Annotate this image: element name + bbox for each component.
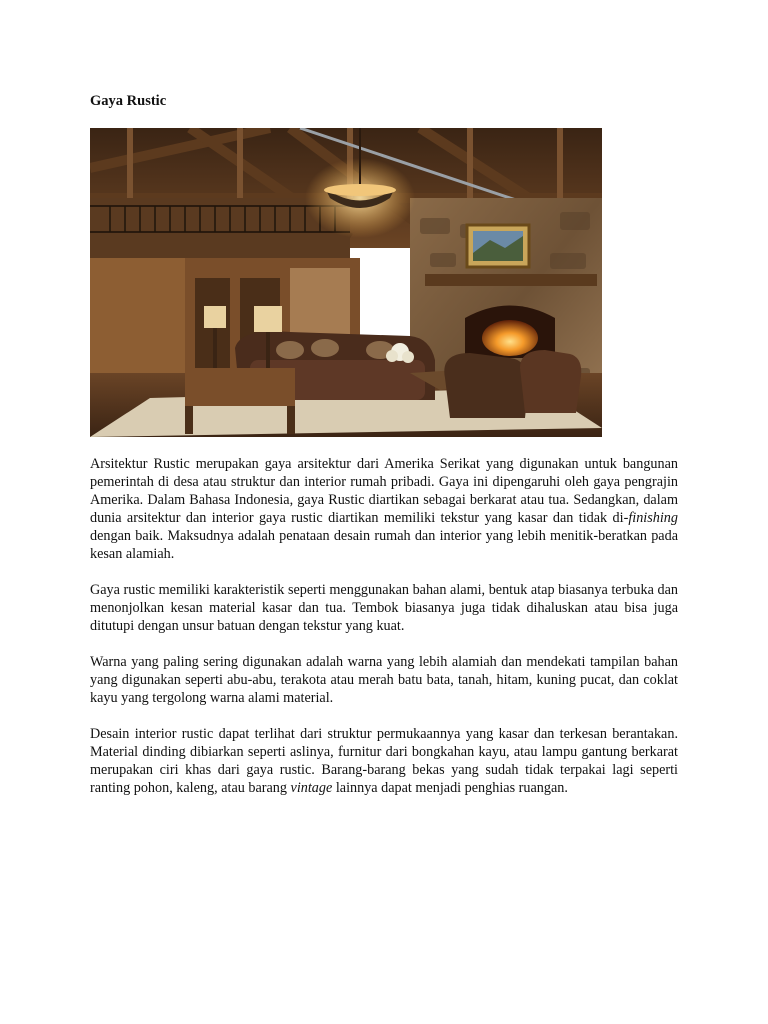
paragraph-1-text-b: dengan baik. Maksudnya adalah penataan desain rumah dan interior yang lebih menitik-beratkan pada kesan alamiah. (90, 528, 678, 562)
paragraph-1-italic-finishing: finishing (628, 510, 678, 526)
paragraph-4-text-b: lainnya dapat menjadi penghias ruangan. (332, 780, 568, 796)
paragraph-2 (90, 581, 678, 635)
photo-illustration (90, 128, 602, 437)
paragraph-4-italic-vintage: vintage (290, 780, 333, 796)
paragraph-3-text: Warna yang paling sering digunakan adalah warna yang lebih alamiah dan mendekati tampilan bahan yang digunakan seperti abu-abu, terakota atau merah batu bata, tanah, hitam, kuning pucat, dan coklat kayu yang tergolong warna alami material. (90, 654, 678, 706)
paragraph-1 (90, 455, 678, 563)
paragraph-4 (90, 725, 678, 797)
paragraph-3 (90, 653, 678, 707)
paragraph-4-text-a: Desain interior rustic dapat terlihat dari struktur permukaannya yang kasar dan terkesan berantakan. Material dinding dibiarkan seperti aslinya, furnitur dari bongkahan kayu, atau lampu gantung berkarat merupakan ciri khas dari gaya rustic. Barang-barang bekas yang sudah tidak terpakai lagi seperti ranting pohon, kaleng, atau barang (90, 726, 678, 796)
paragraph-1-text-a: Arsitektur Rustic merupakan gaya arsitektur dari Amerika Serikat yang digunakan untuk bangunan pemerintah di desa atau struktur dan interior rumah pribadi. Gaya ini dipengaruhi oleh gaya pengrajin Amerika. Dalam Bahasa Indonesia, gaya Rustic diartikan sebagai berkarat atau tua. Sedangkan, dalam dunia arsitektur dan interior gaya rustic diartikan memiliki tekstur yang kasar dan tidak di- (90, 456, 678, 526)
rustic-living-room-photo (90, 128, 602, 437)
paragraph-2-text: Gaya rustic memiliki karakteristik seperti menggunakan bahan alami, bentuk atap biasanya terbuka dan menonjolkan kesan material kasar dan tua. Tembok biasanya juga tidak dihaluskan atau bisa juga ditutupi dengan unsur batuan dengan tekstur yang kuat. (90, 582, 678, 634)
page-title: Gaya Rustic (90, 93, 167, 109)
